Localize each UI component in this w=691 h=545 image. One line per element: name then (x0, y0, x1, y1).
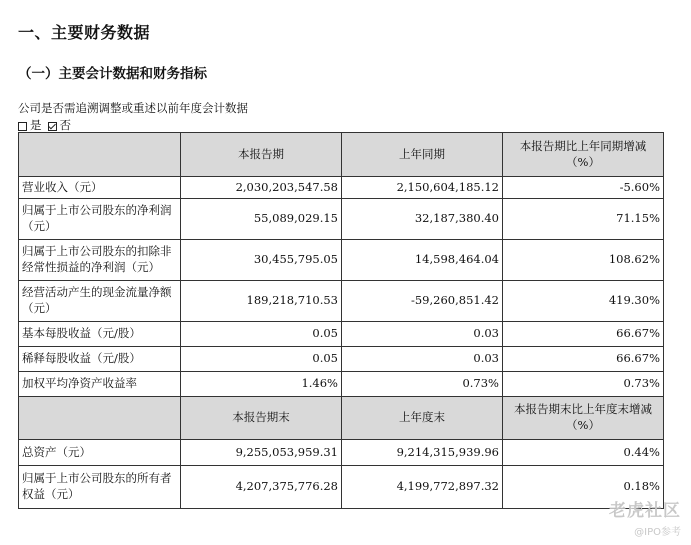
choice-yes-label: 是 (30, 118, 42, 132)
row-change: 419.30% (503, 281, 664, 322)
row-previous: 14,598,464.04 (342, 240, 503, 281)
row-label: 稀释每股收益（元/股） (19, 347, 181, 372)
table-row (19, 177, 664, 199)
table-header-row (19, 133, 664, 177)
row-change: 66.67% (503, 347, 664, 372)
subsection-heading: （一）主要会计数据和财务指标 (18, 66, 207, 82)
row-change: 108.62% (503, 240, 664, 281)
row-change: 66.67% (503, 322, 664, 347)
table-row (19, 440, 664, 466)
row-change: -5.60% (503, 177, 664, 199)
row-label: 加权平均净资产收益率 (19, 372, 181, 397)
checkbox-yes (18, 122, 27, 131)
row-previous: 2,150,604,185.12 (342, 177, 503, 199)
row-current: 4,207,375,776.28 (181, 466, 342, 509)
table-row (19, 322, 664, 347)
header-previous-year-end: 上年度末 (342, 397, 503, 440)
row-change: 71.15% (503, 199, 664, 240)
row-current: 0.05 (181, 347, 342, 372)
table-row (19, 281, 664, 322)
row-current: 55,089,029.15 (181, 199, 342, 240)
header-blank-cell (19, 397, 181, 440)
table-row (19, 372, 664, 397)
row-current: 2,030,203,547.58 (181, 177, 342, 199)
table-row (19, 199, 664, 240)
header-previous-period: 上年同期 (342, 133, 503, 177)
row-previous: 9,214,315,939.96 (342, 440, 503, 466)
row-label: 总资产（元） (19, 440, 181, 466)
header-current-period: 本报告期 (181, 133, 342, 177)
row-label: 经营活动产生的现金流量净额（元） (19, 281, 181, 322)
row-change: 0.18% (503, 466, 664, 509)
checkbox-no-checked (48, 122, 57, 131)
header-period-end: 本报告期末 (181, 397, 342, 440)
row-current: 189,218,710.53 (181, 281, 342, 322)
header-change: 本报告期末比上年度末增减（%） (503, 397, 664, 440)
table-row (19, 347, 664, 372)
row-previous: 0.03 (342, 347, 503, 372)
header-change: 本报告期比上年同期增减（%） (503, 133, 664, 177)
financial-data-table (18, 132, 664, 509)
restatement-question: 公司是否需追溯调整或重述以前年度会计数据 (18, 101, 248, 115)
watermark-sub: @IPO参考 (634, 527, 681, 538)
row-current: 9,255,053,959.31 (181, 440, 342, 466)
row-label: 归属于上市公司股东的扣除非经常性损益的净利润（元） (19, 240, 181, 281)
restatement-choice (18, 117, 71, 133)
table-row (19, 240, 664, 281)
row-change: 0.73% (503, 372, 664, 397)
section-heading: 一、主要财务数据 (18, 23, 151, 42)
row-current: 30,455,795.05 (181, 240, 342, 281)
watermark-main: 老虎社区 (609, 501, 681, 521)
row-previous: -59,260,851.42 (342, 281, 503, 322)
row-change: 0.44% (503, 440, 664, 466)
row-label: 营业收入（元） (19, 177, 181, 199)
table-row (19, 466, 664, 509)
row-previous: 0.73% (342, 372, 503, 397)
header-blank-cell (19, 133, 181, 177)
row-current: 1.46% (181, 372, 342, 397)
row-current: 0.05 (181, 322, 342, 347)
row-previous: 4,199,772,897.32 (342, 466, 503, 509)
row-label: 基本每股收益（元/股） (19, 322, 181, 347)
watermark (609, 496, 681, 538)
row-previous: 32,187,380.40 (342, 199, 503, 240)
table-header-row (19, 397, 664, 440)
choice-no-label: 否 (59, 118, 71, 132)
row-label: 归属于上市公司股东的净利润（元） (19, 199, 181, 240)
row-previous: 0.03 (342, 322, 503, 347)
row-label: 归属于上市公司股东的所有者权益（元） (19, 466, 181, 509)
